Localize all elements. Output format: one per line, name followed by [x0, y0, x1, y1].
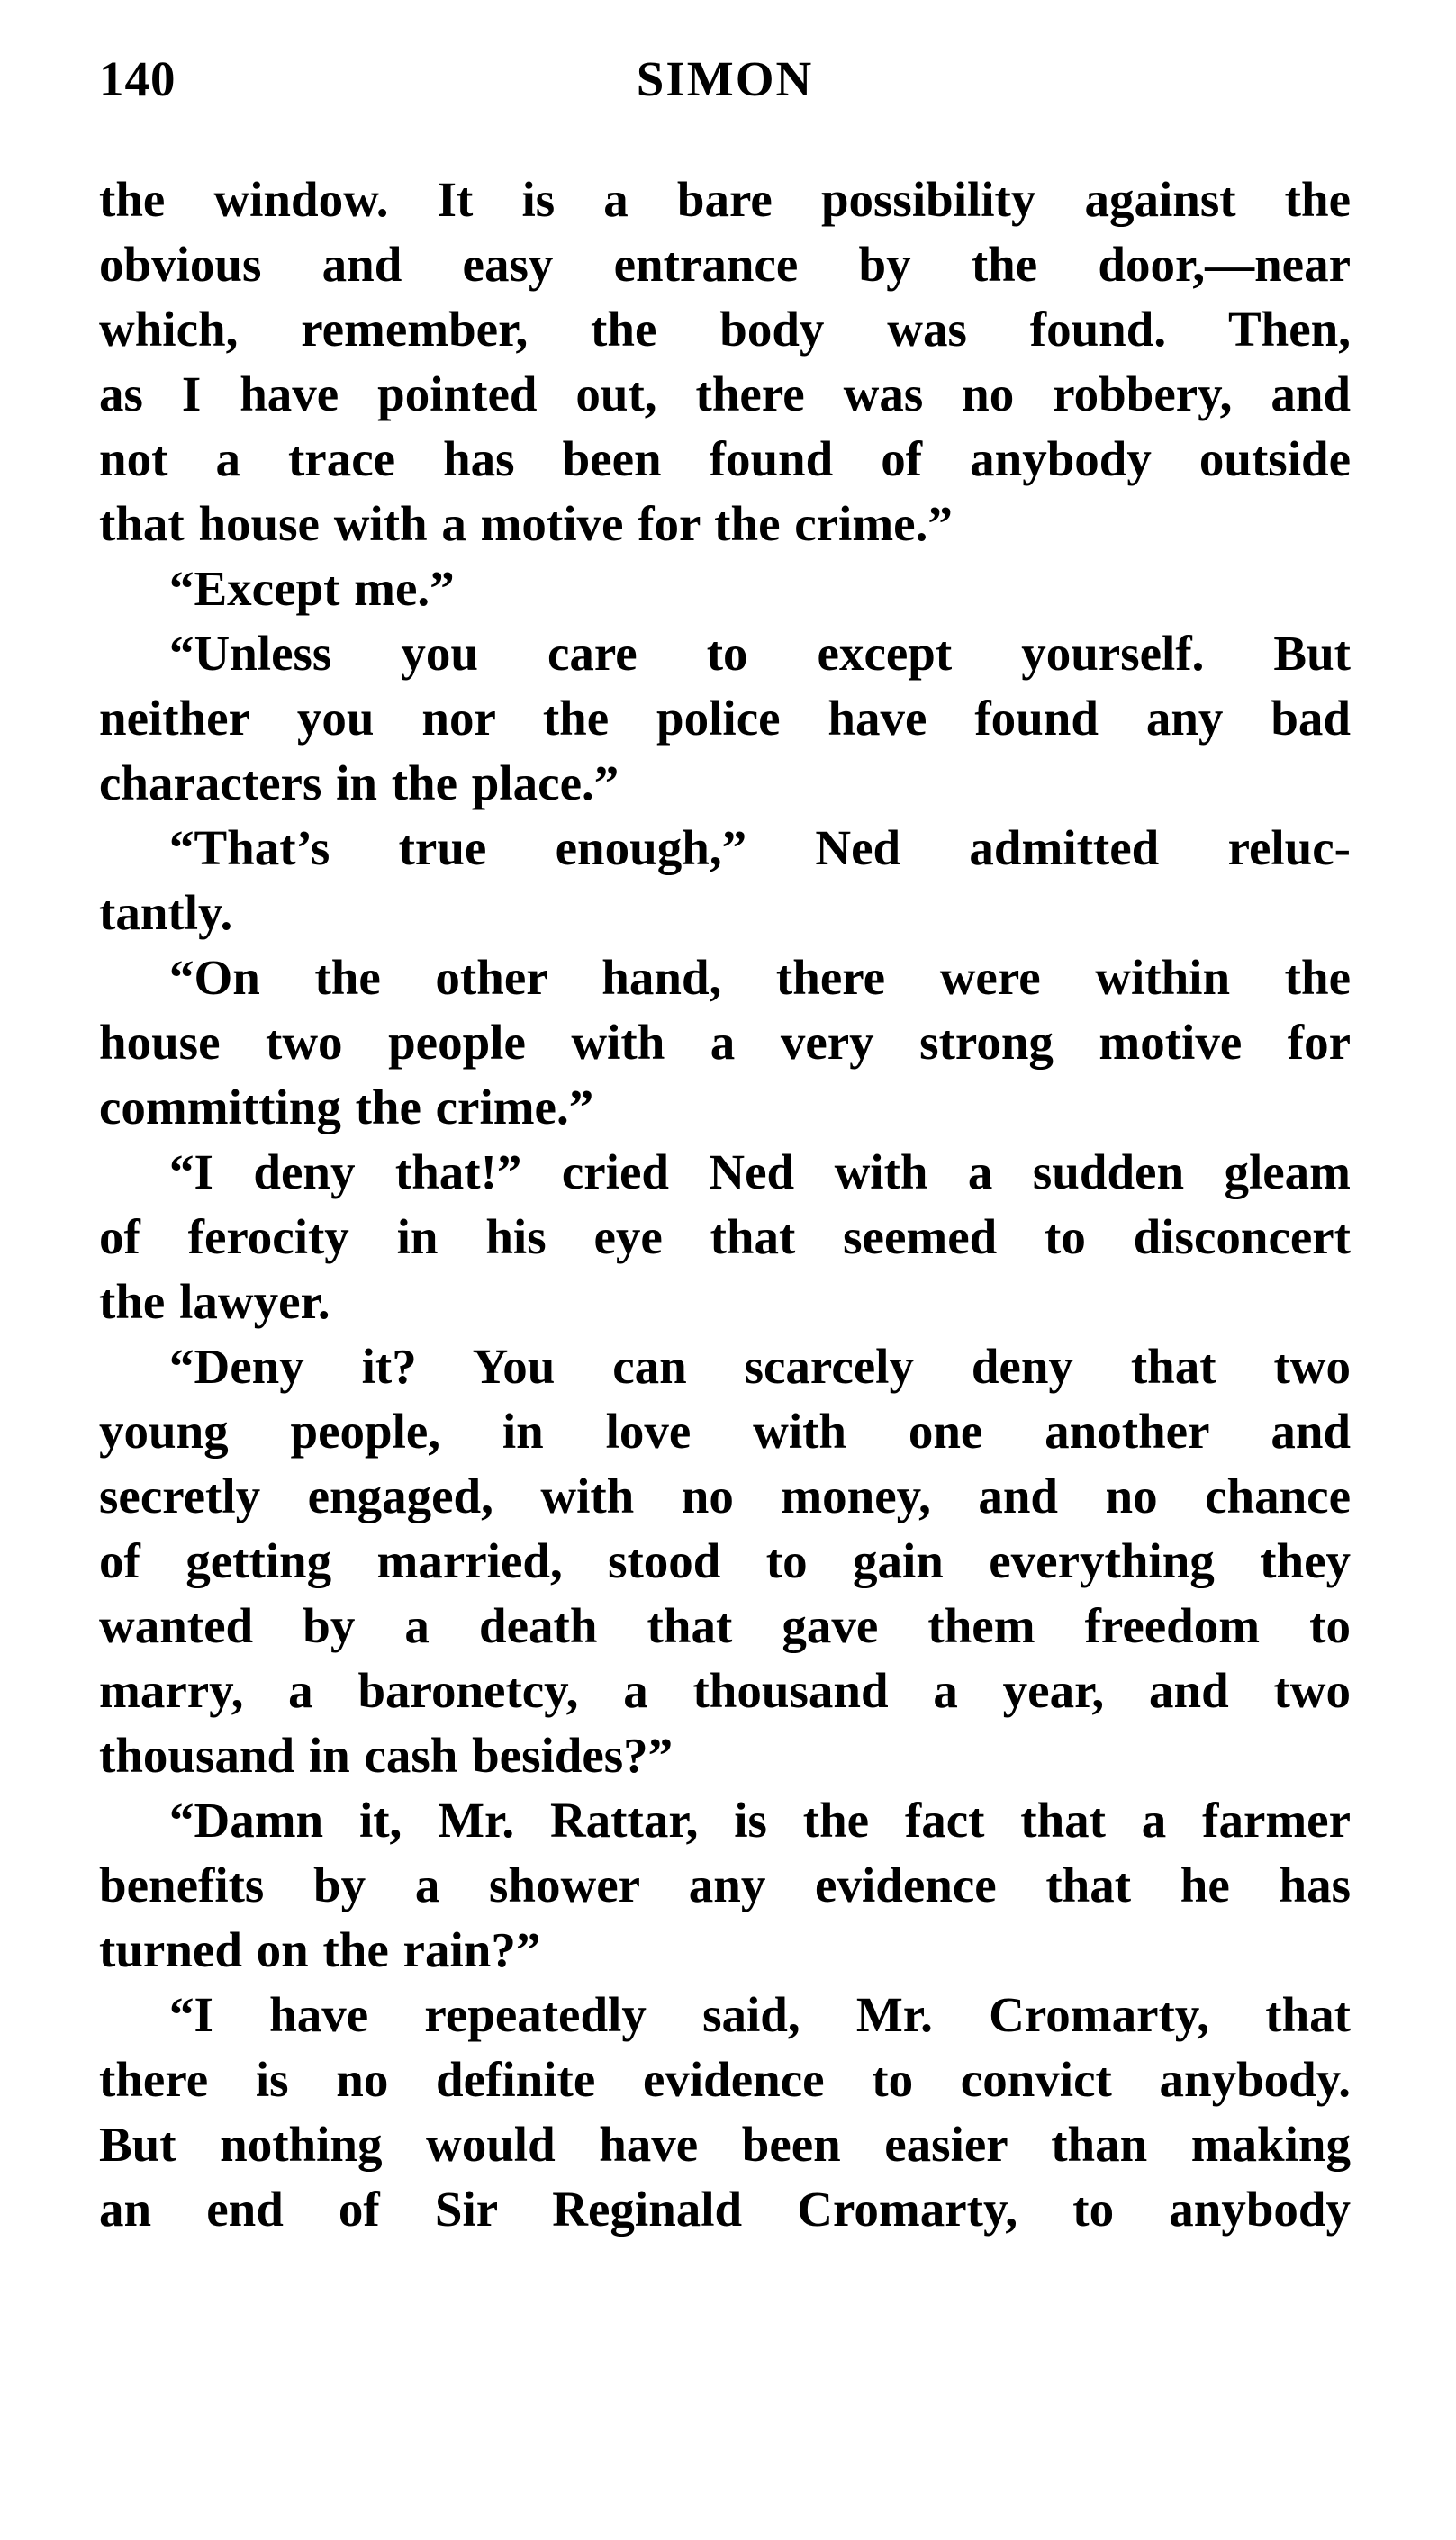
text-line: thousand in cash besides?” [99, 1728, 674, 1783]
running-title: SIMON [636, 51, 814, 106]
text-line: “Unless you care to except yourself. But [169, 626, 1351, 681]
body-text [99, 167, 1351, 2242]
text-line: there is no definite evidence to convict anybody. [99, 2052, 1351, 2107]
text-line: house two people with a very strong motive for [99, 1015, 1351, 1070]
text-line: obvious and easy entrance by the door,—near [99, 237, 1351, 292]
text-line: “Deny it? You can scarcely deny that two [169, 1339, 1351, 1394]
page-number: 140 [99, 51, 176, 106]
text-line: “I have repeatedly said, Mr. Cromarty, that [169, 1987, 1351, 2042]
text-line: “Except me.” [169, 561, 455, 616]
page-header [99, 52, 1351, 106]
text-line: of getting married, stood to gain everything they [99, 1533, 1351, 1588]
text-line: secretly engaged, with no money, and no chance [99, 1469, 1351, 1523]
text-line: “On the other hand, there were within the [169, 950, 1351, 1005]
text-line: of ferocity in his eye that seemed to disconcert [99, 1209, 1351, 1264]
text-line: that house with a motive for the crime.” [99, 496, 953, 551]
text-line: wanted by a death that gave them freedom to [99, 1598, 1351, 1653]
text-line: But nothing would have been easier than making [99, 2117, 1351, 2172]
text-line: neither you nor the police have found any bad [99, 691, 1351, 746]
text-line: committing the crime.” [99, 1080, 594, 1134]
text-line: the window. It is a bare possibility against the [99, 172, 1351, 227]
text-line: the lawyer. [99, 1274, 330, 1329]
text-line: characters in the place.” [99, 755, 619, 810]
text-line: turned on the rain?” [99, 1922, 541, 1977]
text-line: “That’s true enough,” Ned admitted reluc- [169, 820, 1351, 875]
text-line: benefits by a shower any evidence that he has [99, 1858, 1351, 1912]
text-line: marry, a baronetcy, a thousand a year, and two [99, 1663, 1351, 1718]
text-line: which, remember, the body was found. Then, [99, 302, 1351, 357]
text-line: young people, in love with one another and [99, 1404, 1351, 1459]
text-line: not a trace has been found of anybody outside [99, 431, 1351, 486]
text-line: as I have pointed out, there was no robbery, and [99, 366, 1351, 421]
text-line: “Damn it, Mr. Rattar, is the fact that a farmer [169, 1793, 1351, 1848]
text-line: an end of Sir Reginald Cromarty, to anybody [99, 2182, 1351, 2237]
text-line: “I deny that!” cried Ned with a sudden gleam [169, 1144, 1351, 1199]
text-line: tantly. [99, 885, 233, 940]
